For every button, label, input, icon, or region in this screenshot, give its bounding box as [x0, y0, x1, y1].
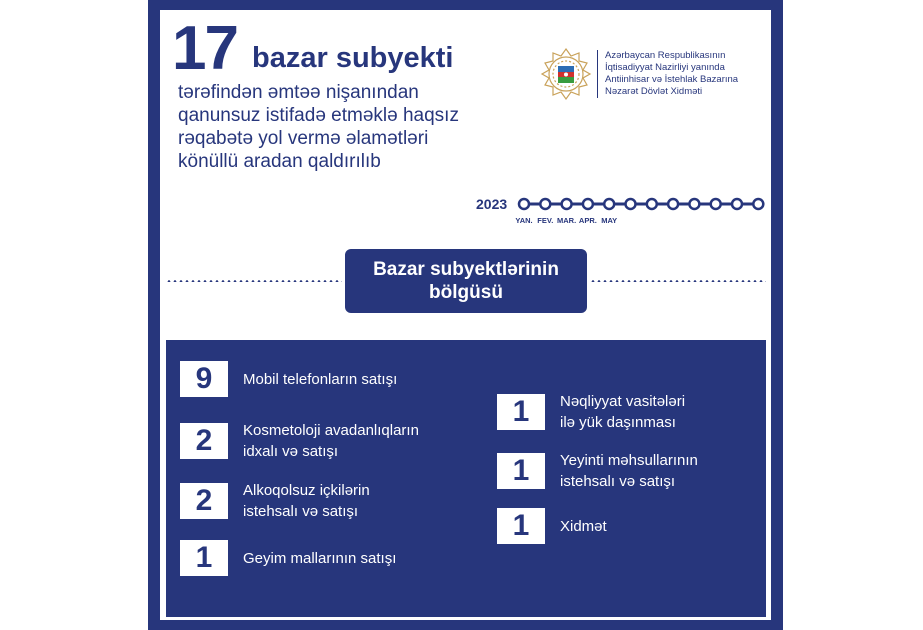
count-box: 1: [497, 394, 545, 430]
subtitle-line: tərəfindən əmtəə nişanından: [178, 82, 419, 103]
timeline-dot: [711, 199, 721, 209]
organization-line: Nəzarət Dövlət Xidməti: [605, 86, 703, 97]
count-box: 2: [180, 483, 228, 519]
timeline-month-label: MAR.: [557, 216, 577, 225]
category-label: Nəqliyyat vasitələri ilə yük daşınması: [560, 393, 686, 431]
timeline-month-label: MAY: [601, 216, 618, 225]
distribution-item: [497, 508, 607, 544]
timeline-dot: [626, 199, 636, 209]
subtitle-line: rəqabətə yol vermə əlamətləri: [178, 128, 429, 149]
distribution-item: [497, 450, 698, 492]
headline-number: 17: [172, 14, 237, 83]
dotted-divider-left: [166, 280, 342, 282]
section-title-line: Bazar subyektlərinin: [373, 259, 559, 280]
subtitle: [178, 81, 518, 173]
timeline-dot: [668, 199, 678, 209]
count-box: 2: [180, 423, 228, 459]
count-box: 1: [497, 453, 545, 489]
organization-name: [597, 50, 738, 98]
category-label: Yeyinti məhsullarının istehsalı və satışı: [560, 452, 698, 490]
count-box: 1: [180, 540, 228, 576]
timeline-dot: [753, 199, 763, 209]
section-title: [345, 249, 587, 313]
section-title-line: bölgüsü: [429, 282, 503, 303]
timeline-dot: [583, 199, 593, 209]
timeline-dot: [519, 199, 529, 209]
timeline-track: [517, 194, 767, 228]
count-box: 1: [497, 508, 545, 544]
category-label: Geyim mallarının satışı: [243, 549, 397, 567]
distribution-item: [180, 540, 396, 576]
timeline-dot: [647, 199, 657, 209]
count-box: 9: [180, 361, 228, 397]
timeline-month-label: YAN.: [515, 216, 533, 225]
timeline-month-label: FEV.: [537, 216, 554, 225]
state-emblem-icon: [538, 46, 594, 102]
timeline-dot: [540, 199, 550, 209]
subtitle-line: qanunsuz istifadə etməklə haqsız: [178, 105, 459, 126]
category-label: Mobil telefonların satışı: [243, 370, 398, 388]
category-label: Kosmetoloji avadanlıqların idxalı və satışı: [243, 422, 419, 460]
timeline-dot: [604, 199, 614, 209]
distribution-item: [180, 480, 370, 522]
timeline-month-label: APR.: [578, 216, 597, 225]
distribution-item: [180, 420, 419, 462]
dotted-divider-right: [590, 280, 766, 282]
timeline-dot: [732, 199, 742, 209]
distribution-item: [497, 391, 685, 433]
organization-line: Antiinhisar və İstehlak Bazarına: [605, 74, 739, 85]
headline-text: bazar subyekti: [252, 42, 454, 74]
organization-line: Azərbaycan Respublikasının: [605, 50, 726, 61]
timeline-dot: [689, 199, 699, 209]
timeline-year: 2023: [476, 196, 508, 212]
organization-line: İqtisadiyyat Nazirliyi yanında: [605, 62, 725, 73]
category-label: Alkoqolsuz içkilərin istehsalı və satışı: [243, 482, 370, 520]
category-label: Xidmət: [560, 517, 607, 535]
subtitle-line: könüllü aradan qaldırılıb: [178, 151, 381, 172]
timeline-dot: [562, 199, 572, 209]
distribution-item: [180, 361, 397, 397]
